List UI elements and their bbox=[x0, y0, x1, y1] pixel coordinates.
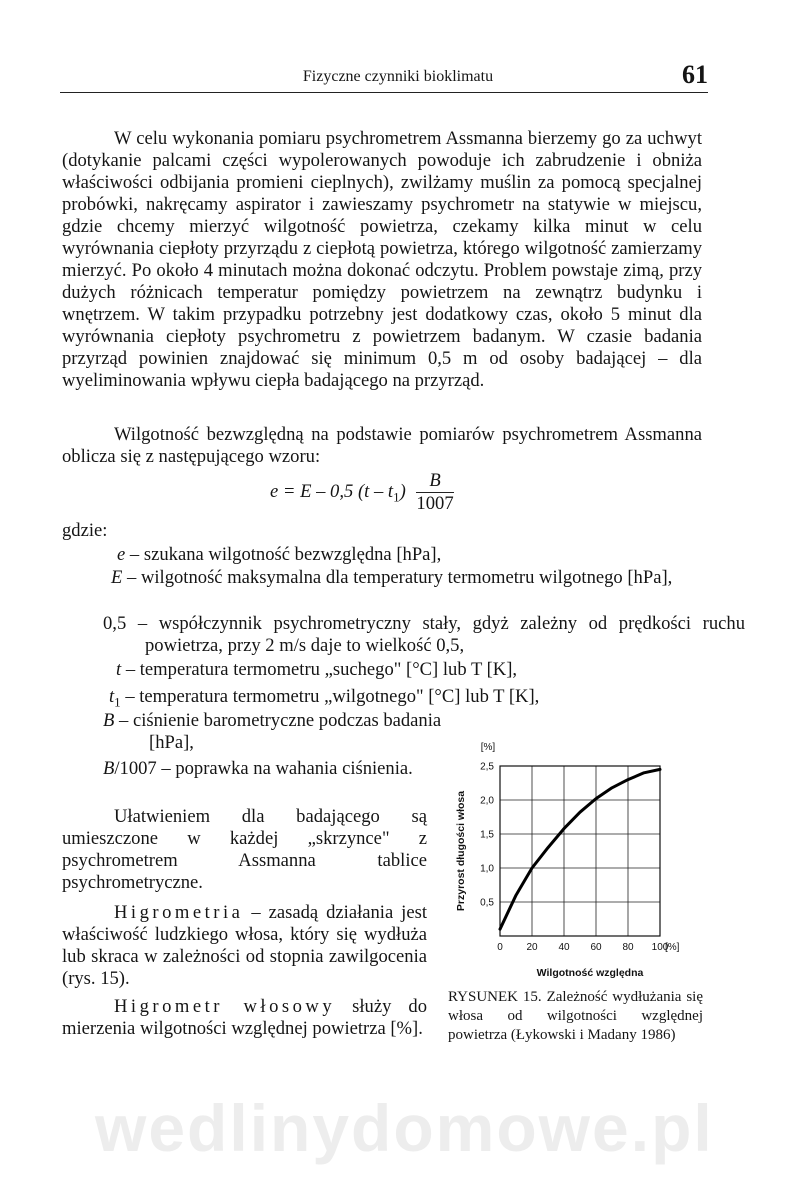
definition-text: – temperatura termometru „wilgotnego" [°C] lub T [K], bbox=[120, 686, 540, 707]
where-label: gdzie: bbox=[62, 520, 108, 541]
definition-text: – wilgotność maksymalna dla temperatury termometru wilgotnego [hPa], bbox=[122, 567, 673, 588]
definition-symbol: e bbox=[117, 544, 126, 565]
formula-lhs: e = E – 0,5 (t – t bbox=[270, 480, 394, 502]
formula-rhs: ) bbox=[399, 480, 406, 502]
definition-coefficient bbox=[103, 613, 745, 657]
definition-text: – ciśnienie barometryczne podczas badania [hPa], bbox=[114, 710, 442, 753]
x-tick-label: 40 bbox=[558, 942, 570, 953]
definition-B1007 bbox=[103, 758, 479, 780]
paragraph-hair-hygrometer bbox=[62, 996, 427, 1040]
formula-denominator: 1007 bbox=[416, 493, 454, 514]
watermark-text: wedlinydomowe.pl bbox=[95, 1091, 714, 1165]
paragraph-hygrometry-text: – zasadą działania jest właściwość ludzkiego włosa, który się wydłuża lub skraca w zależności od stopnia zawilgocenia (rys. 15). bbox=[62, 902, 427, 989]
y-tick-label: 1,5 bbox=[480, 829, 494, 841]
x-axis-label: Wilgotność względna bbox=[536, 967, 644, 979]
definition-symbol: B bbox=[103, 710, 115, 731]
formula-fraction bbox=[416, 470, 453, 515]
definition-symbol: B bbox=[103, 758, 115, 779]
series-line bbox=[500, 769, 660, 929]
paragraph-hair-hygrometer-text: służy do mierzenia wilgotności względnej powietrza [%]. bbox=[62, 996, 428, 1039]
definition-E bbox=[111, 567, 737, 589]
y-axis-label: Przyrost długości włosa bbox=[455, 790, 467, 912]
definition-B bbox=[103, 710, 479, 754]
term-hygrometry: Higrometria bbox=[114, 902, 244, 923]
caption-label: RYSUNEK 15. bbox=[448, 989, 542, 1005]
page-number: 61 bbox=[682, 60, 708, 89]
x-tick-label: 100 bbox=[651, 942, 669, 953]
definition-text: – poprawka na wahania ciśnienia. bbox=[156, 758, 413, 779]
header-rule bbox=[60, 92, 708, 93]
y-tick-label: 2,0 bbox=[480, 795, 494, 807]
figure-15-chart bbox=[448, 736, 718, 986]
definition-text: – współczynnik psychrometryczny stały, gdyż zależny od prędkości ruchu powietrza, przy 2 m/s daje to wielkość 0,5, bbox=[126, 613, 745, 656]
paragraph-tables: Ułatwieniem dla badającego są umieszczone w każdej „skrzynce" z psychrometrem Assmanna tablice psychrometryczne. bbox=[62, 806, 427, 893]
definition-symbol-suffix: /1007 bbox=[114, 758, 157, 779]
definition-t bbox=[116, 659, 706, 681]
definition-subscript: 1 bbox=[114, 694, 121, 710]
x-tick-label: 20 bbox=[526, 942, 538, 953]
formula bbox=[270, 470, 454, 515]
definition-e bbox=[117, 544, 702, 566]
x-unit-label: [%] bbox=[665, 942, 680, 953]
x-tick-label: 0 bbox=[497, 942, 503, 953]
y-tick-label: 0,5 bbox=[480, 897, 494, 909]
caption-text: Zależność wydłużania się włosa od wilgotności względnej powietrza (Łykowski i Madany 1986) bbox=[448, 989, 703, 1043]
y-tick-label: 1,0 bbox=[480, 863, 494, 875]
definition-symbol: 0,5 bbox=[103, 613, 127, 634]
y-unit-label: [%] bbox=[480, 742, 496, 753]
definition-symbol: E bbox=[111, 567, 123, 588]
paragraph-hygrometry bbox=[62, 902, 427, 990]
x-tick-label: 60 bbox=[590, 942, 602, 953]
formula-numerator: B bbox=[416, 470, 453, 493]
running-header: Fizyczne czynniki bioklimatu bbox=[302, 68, 494, 85]
term-hair-hygrometer: Higrometr włosowy bbox=[114, 996, 336, 1017]
x-tick-label: 80 bbox=[622, 942, 634, 953]
definition-symbol: t bbox=[109, 686, 115, 707]
paragraph-psychrometer-procedure: W celu wykonania pomiaru psychrometrem Assmanna bierzemy go za uchwyt (dotykanie palcami części wypolerowanych powoduje ich zabrudzenie i obniża właściwości odbijania promieni cieplnych), zwilżamy muślin za pomocą specjalnej probówki, nakręcamy aspirator i zawieszamy psychrometr na statywie w miejscu, gdzie chcemy mierzyć wilgotność powietrza, czekamy kilka minut w celu wyrównania ciepłoty przyrządu z ciepłotą powietrza, którego wilgotność zamierzamy mierzyć. Po około 4 minutach można dokonać odczytu. Problem powstaje zimą, przy dużych różnicach temperatur pomiędzy powietrzem na zewnątrz budynku i wnętrzem. W takim przypadku potrzebny jest dodatkowy czas, około 5 minut dla wyrównania ciepłoty psychrometru z powietrzem badanym. W czasie badania przyrząd powinien znajdować się minimum 0,5 m od osoby badającej – dla wyeliminowania wpływu ciepła badającego na przyrząd. bbox=[62, 128, 702, 391]
y-tick-label: 2,5 bbox=[480, 761, 494, 773]
plot-frame bbox=[500, 766, 660, 936]
definition-symbol: t bbox=[116, 659, 122, 680]
figure-caption bbox=[448, 988, 703, 1045]
definition-text: – szukana wilgotność bezwzględna [hPa], bbox=[125, 544, 442, 565]
paragraph-formula-intro: Wilgotność bezwzględną na podstawie pomiarów psychrometrem Assmanna oblicza się z następującego wzoru: bbox=[62, 424, 702, 467]
chart-svg bbox=[448, 736, 718, 986]
formula-subscript: 1 bbox=[393, 489, 400, 505]
definition-text: – temperatura termometru „suchego" [°C] lub T [K], bbox=[121, 659, 518, 680]
